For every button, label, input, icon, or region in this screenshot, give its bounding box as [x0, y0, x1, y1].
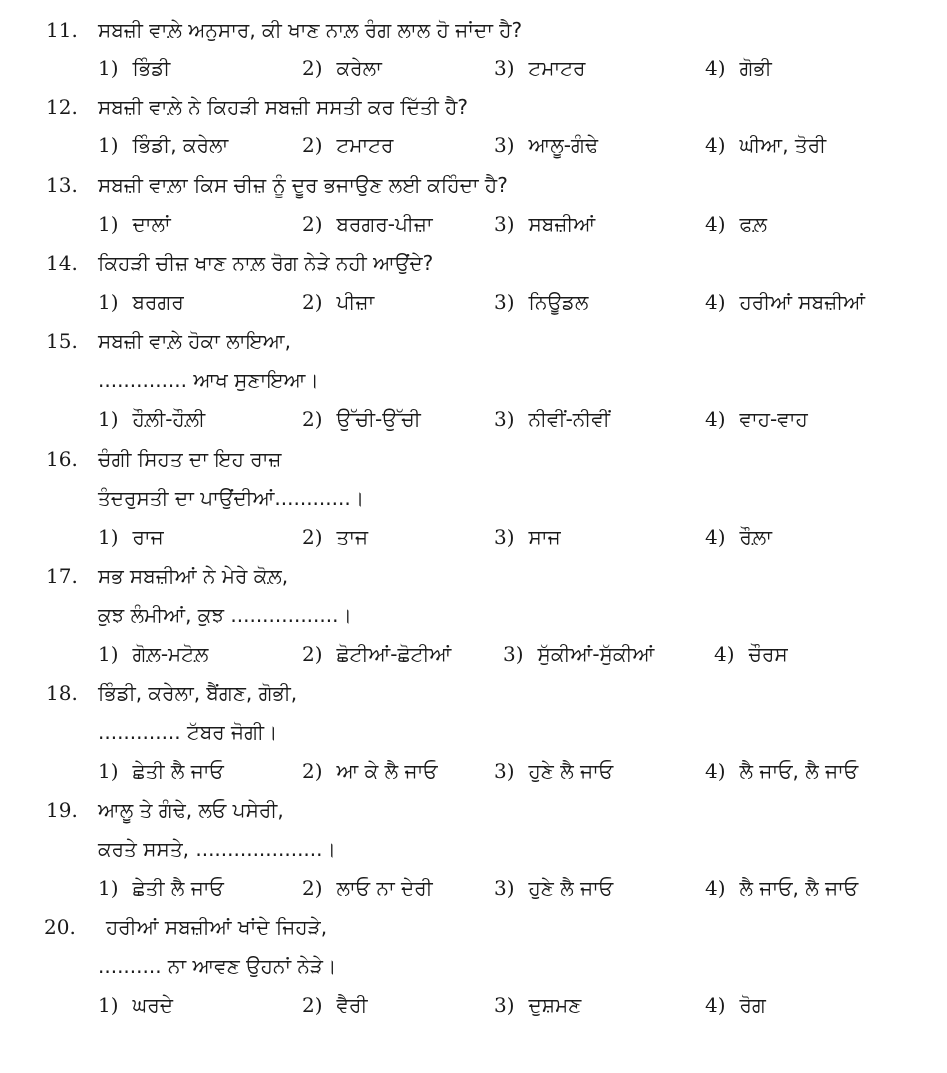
option-number: 2)	[302, 642, 323, 666]
option-3[interactable]	[494, 873, 613, 903]
question-number: 16.	[46, 447, 78, 471]
option-3[interactable]	[494, 209, 595, 239]
option-1[interactable]	[98, 209, 171, 239]
question-text: ਸਬਜ਼ੀ ਵਾਲ਼ੇ ਅਨੁਸਾਰ, ਕੀ ਖਾਣ ਨਾਲ਼ ਰੰਗ ਲਾਲ ਹੋ ਜਾਂਦਾ ਹੈ?	[98, 18, 523, 42]
options-18	[0, 756, 947, 786]
option-number: 1)	[98, 56, 119, 80]
option-text: ਲੈ ਜਾਓ, ਲੈ ਜਾਓ	[739, 876, 859, 900]
option-number: 2)	[302, 290, 323, 314]
option-number: 4)	[714, 642, 735, 666]
fill-in-blank-line: .......... ਨਾ ਆਵਣ ਉਹਨਾਂ ਨੇੜੇ।	[98, 954, 337, 978]
question-14	[0, 248, 947, 278]
question-text: ਸਭ ਸਬਜ਼ੀਆਂ ਨੇ ਮੇਰੇ ਕੋਲ਼,	[98, 564, 289, 588]
question-13	[0, 170, 947, 200]
options-15	[0, 404, 947, 434]
question-text: ਆਲੂ ਤੇ ਗੰਢੇ, ਲਓ ਪਸੇਰੀ,	[98, 798, 284, 822]
question-text: ਸਬਜ਼ੀ ਵਾਲ਼ੇ ਹੋਕਾ ਲਾਇਆ,	[98, 329, 291, 353]
option-3[interactable]	[494, 756, 613, 786]
option-2[interactable]	[302, 53, 382, 83]
option-2[interactable]	[302, 522, 368, 552]
option-text: ਆਲੂ-ਗੰਢੇ	[528, 133, 599, 157]
option-text: ਹੁਣੇ ਲੈ ਜਾਓ	[528, 759, 614, 783]
option-number: 3)	[494, 133, 515, 157]
option-4[interactable]	[705, 209, 767, 239]
option-number: 3)	[494, 759, 515, 783]
option-4[interactable]	[714, 639, 788, 669]
option-number: 1)	[98, 993, 119, 1017]
option-4[interactable]	[705, 53, 772, 83]
option-3[interactable]	[494, 130, 598, 160]
question-number: 11.	[46, 18, 78, 42]
question-number: 15.	[46, 329, 78, 353]
option-4[interactable]	[705, 873, 858, 903]
option-number: 3)	[503, 642, 524, 666]
option-text: ਹੌਲ਼ੀ-ਹੌਲ਼ੀ	[132, 407, 206, 431]
option-text: ਲੈ ਜਾਓ, ਲੈ ਜਾਓ	[739, 759, 859, 783]
question-16	[0, 444, 947, 474]
question-15	[0, 326, 947, 356]
option-number: 4)	[705, 407, 726, 431]
question-20-continuation	[0, 951, 947, 981]
options-16	[0, 522, 947, 552]
fill-in-blank-line: ਕਰਤੇ ਸਸਤੇ, ....................।	[98, 837, 336, 861]
option-text: ਸਬਜ਼ੀਆਂ	[528, 212, 596, 236]
option-number: 3)	[494, 407, 515, 431]
question-number: 14.	[46, 251, 78, 275]
option-text: ਉੱਚੀ-ਉੱਚੀ	[336, 407, 421, 431]
option-3[interactable]	[503, 639, 654, 669]
option-number: 4)	[705, 525, 726, 549]
option-1[interactable]	[98, 522, 164, 552]
question-number: 17.	[46, 564, 78, 588]
option-number: 2)	[302, 876, 323, 900]
option-text: ਘੀਆ, ਤੋਰੀ	[739, 133, 827, 157]
option-number: 4)	[705, 212, 726, 236]
question-number: 13.	[46, 173, 78, 197]
option-text: ਭਿੰਡੀ	[132, 56, 171, 80]
options-13	[0, 209, 947, 239]
option-text: ਆ ਕੇ ਲੈ ਜਾਓ	[336, 759, 438, 783]
option-text: ਟਮਾਟਰ	[336, 133, 394, 157]
option-1[interactable]	[98, 287, 184, 317]
fill-in-blank-line: .............. ਆਖ ਸੁਣਾਇਆ।	[98, 368, 319, 392]
question-19-continuation	[0, 834, 947, 864]
option-number: 4)	[705, 133, 726, 157]
option-2[interactable]	[302, 873, 433, 903]
fill-in-blank-line: ............. ਟੱਬਰ ਜੋਗੀ।	[98, 720, 278, 744]
question-19	[0, 795, 947, 825]
option-number: 1)	[98, 133, 119, 157]
question-text: ਚੰਗੀ ਸਿਹਤ ਦਾ ਇਹ ਰਾਜ਼	[98, 447, 282, 471]
question-15-continuation	[0, 365, 947, 395]
option-1[interactable]	[98, 130, 228, 160]
question-number: 12.	[46, 95, 78, 119]
question-text: ਭਿੰਡੀ, ਕਰੇਲਾ, ਬੈਂਗਣ, ਗੋਭੀ,	[98, 681, 298, 705]
options-12	[0, 130, 947, 160]
option-number: 3)	[494, 56, 515, 80]
option-text: ਰੌਲ਼ਾ	[739, 525, 773, 549]
option-text: ਹੁਣੇ ਲੈ ਜਾਓ	[528, 876, 614, 900]
question-12	[0, 92, 947, 122]
option-number: 3)	[494, 993, 515, 1017]
question-18-continuation	[0, 717, 947, 747]
question-17-continuation	[0, 600, 947, 630]
option-text: ਵਾਹ-ਵਾਹ	[739, 407, 808, 431]
options-20	[0, 990, 947, 1020]
option-number: 4)	[705, 759, 726, 783]
option-text: ਰੋਗ	[739, 993, 766, 1017]
option-number: 4)	[705, 56, 726, 80]
option-text: ਤਾਜ	[336, 525, 369, 549]
option-number: 2)	[302, 759, 323, 783]
option-number: 1)	[98, 290, 119, 314]
option-text: ਫਲ਼	[739, 212, 767, 236]
question-17	[0, 561, 947, 591]
options-14	[0, 287, 947, 317]
option-1[interactable]	[98, 53, 170, 83]
option-number: 2)	[302, 133, 323, 157]
question-text: ਸਬਜ਼ੀ ਵਾਲ਼ੇ ਨੇ ਕਿਹੜੀ ਸਬਜ਼ੀ ਸਸਤੀ ਕਰ ਦਿੱਤੀ ਹੈ?	[98, 95, 469, 119]
option-text: ਟਮਾਟਰ	[528, 56, 586, 80]
question-11	[0, 15, 947, 45]
option-number: 3)	[494, 290, 515, 314]
option-1[interactable]	[98, 639, 208, 669]
question-20	[0, 912, 947, 942]
option-3[interactable]	[494, 53, 585, 83]
option-text: ਵੈਰੀ	[336, 993, 368, 1017]
option-number: 2)	[302, 407, 323, 431]
option-4[interactable]	[705, 990, 766, 1020]
option-text: ਦਾਲਾਂ	[132, 212, 171, 236]
option-number: 4)	[705, 993, 726, 1017]
options-19	[0, 873, 947, 903]
option-number: 3)	[494, 212, 515, 236]
option-text: ਰਾਜ	[132, 525, 164, 549]
fill-in-blank-line: ਤੰਦਰੁਸਤੀ ਦਾ ਪਾਉਂਦੀਆਂ............।	[98, 486, 365, 510]
option-4[interactable]	[705, 522, 772, 552]
option-text: ਸੁੱਕੀਆਂ-ਸੁੱਕੀਆਂ	[537, 642, 655, 666]
option-3[interactable]	[494, 522, 561, 552]
question-number: 20.	[44, 915, 76, 939]
option-number: 2)	[302, 56, 323, 80]
option-text: ਸਾਜ	[528, 525, 561, 549]
question-18	[0, 678, 947, 708]
option-number: 3)	[494, 876, 515, 900]
option-2[interactable]	[302, 756, 438, 786]
options-17	[0, 639, 947, 669]
option-4[interactable]	[705, 756, 858, 786]
option-number: 1)	[98, 212, 119, 236]
option-1[interactable]	[98, 404, 205, 434]
question-16-continuation	[0, 483, 947, 513]
option-text: ਚੌਰਸ	[748, 642, 788, 666]
option-number: 1)	[98, 407, 119, 431]
option-number: 1)	[98, 642, 119, 666]
option-number: 1)	[98, 759, 119, 783]
option-text: ਹਰੀਆਂ ਸਬਜ਼ੀਆਂ	[739, 290, 866, 314]
option-2[interactable]	[302, 639, 451, 669]
option-number: 2)	[302, 212, 323, 236]
option-number: 1)	[98, 525, 119, 549]
option-text: ਛੇਤੀ ਲੈ ਜਾਓ	[132, 876, 224, 900]
option-text: ਨੀਵੀਂ-ਨੀਵੀਂ	[528, 407, 610, 431]
options-11	[0, 53, 947, 83]
option-text: ਛੋਟੀਆਂ-ਛੋਟੀਆਂ	[336, 642, 452, 666]
option-1[interactable]	[98, 990, 173, 1020]
option-text: ਲਾਓ ਨਾ ਦੇਰੀ	[336, 876, 433, 900]
option-text: ਪੀਜ਼ਾ	[336, 290, 375, 314]
option-2[interactable]	[302, 990, 367, 1020]
option-text: ਗੋਲ਼-ਮਟੋਲ਼	[132, 642, 209, 666]
option-1[interactable]	[98, 873, 224, 903]
option-number: 1)	[98, 876, 119, 900]
option-4[interactable]	[705, 287, 865, 317]
option-text: ਭਿੰਡੀ, ਕਰੇਲਾ	[132, 133, 229, 157]
option-3[interactable]	[494, 990, 581, 1020]
question-text: ਕਿਹੜੀ ਚੀਜ਼ ਖਾਣ ਨਾਲ਼ ਰੋਗ ਨੇੜੇ ਨਹੀ ਆਉਂਦੇ?	[98, 251, 434, 275]
option-4[interactable]	[705, 130, 826, 160]
option-2[interactable]	[302, 209, 433, 239]
option-text: ਨਿਊਡਲ	[528, 290, 589, 314]
question-text: ਹਰੀਆਂ ਸਬਜ਼ੀਆਂ ਖਾਂਦੇ ਜਿਹੜੇ,	[106, 915, 328, 939]
option-text: ਬਰਗਰ	[132, 290, 184, 314]
option-text: ਘਰਦੇ	[132, 993, 174, 1017]
option-number: 2)	[302, 993, 323, 1017]
option-number: 4)	[705, 290, 726, 314]
option-2[interactable]	[302, 287, 374, 317]
option-text: ਗੋਭੀ	[739, 56, 772, 80]
option-1[interactable]	[98, 756, 224, 786]
question-number: 19.	[46, 798, 78, 822]
option-2[interactable]	[302, 130, 393, 160]
option-text: ਦੁਸ਼ਮਣ	[528, 993, 582, 1017]
option-4[interactable]	[705, 404, 808, 434]
option-3[interactable]	[494, 287, 588, 317]
option-number: 4)	[705, 876, 726, 900]
option-3[interactable]	[494, 404, 610, 434]
option-text: ਕਰੇਲਾ	[336, 56, 382, 80]
option-text: ਬਰਗਰ-ਪੀਜ਼ਾ	[336, 212, 433, 236]
fill-in-blank-line: ਕੁਝ ਲੰਮੀਆਂ, ਕੁਝ .................।	[98, 603, 352, 627]
option-2[interactable]	[302, 404, 421, 434]
option-text: ਛੇਤੀ ਲੈ ਜਾਓ	[132, 759, 224, 783]
question-number: 18.	[46, 681, 78, 705]
option-number: 3)	[494, 525, 515, 549]
option-number: 2)	[302, 525, 323, 549]
question-text: ਸਬਜ਼ੀ ਵਾਲ਼ਾ ਕਿਸ ਚੀਜ਼ ਨੂੰ ਦੂਰ ਭਜਾਉਣ ਲਈ ਕਹਿੰਦਾ ਹੈ?	[98, 173, 508, 197]
